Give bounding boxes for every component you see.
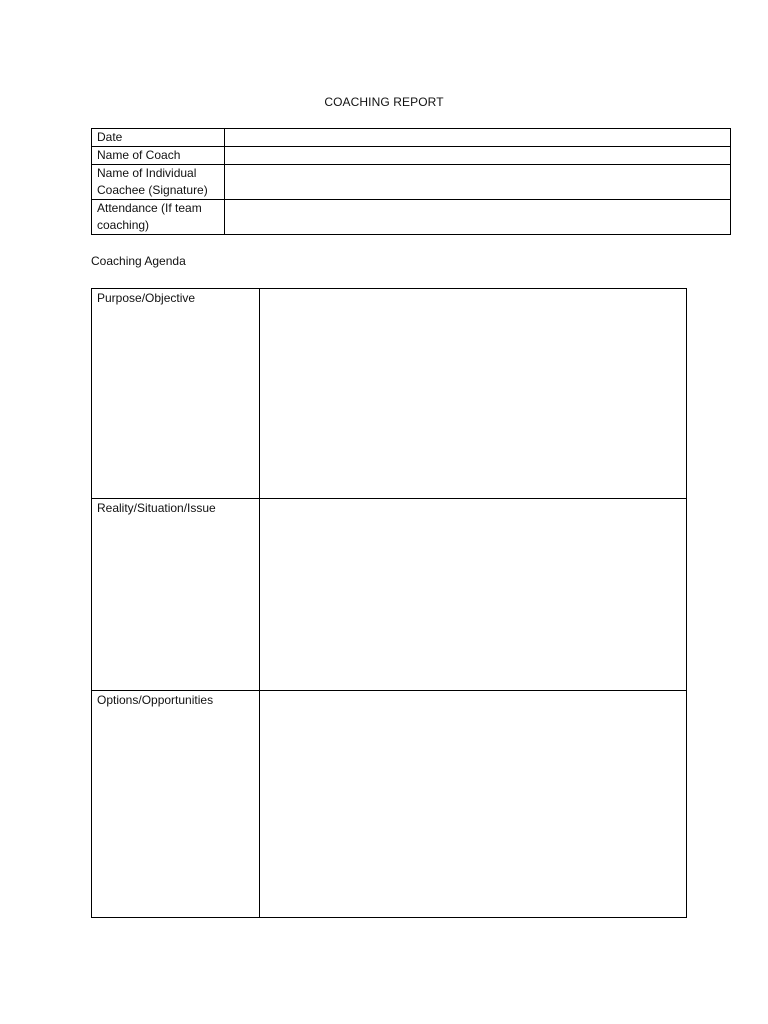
purpose-objective-label: Purpose/Objective	[92, 289, 260, 499]
table-row-purpose	[92, 289, 687, 499]
date-label: Date	[92, 129, 225, 147]
date-field[interactable]	[225, 129, 731, 147]
table-row-reality	[92, 499, 687, 691]
purpose-objective-field[interactable]	[260, 289, 687, 499]
attendance-field[interactable]	[225, 200, 731, 235]
table-row-attendance	[92, 200, 731, 235]
coaching-agenda-heading: Coaching Agenda	[91, 254, 186, 268]
coachee-name-label: Name of Individual Coachee (Signature)	[92, 165, 225, 200]
reality-situation-issue-field[interactable]	[260, 499, 687, 691]
table-row-options	[92, 691, 687, 918]
table-row-coachee-name	[92, 165, 731, 200]
coachee-name-field[interactable]	[225, 165, 731, 200]
reality-situation-issue-label: Reality/Situation/Issue	[92, 499, 260, 691]
attendance-label: Attendance (If team coaching)	[92, 200, 225, 235]
coach-info-table	[91, 128, 731, 235]
table-row-coach-name	[92, 147, 731, 165]
coach-name-label: Name of Coach	[92, 147, 225, 165]
options-opportunities-label: Options/Opportunities	[92, 691, 260, 918]
options-opportunities-field[interactable]	[260, 691, 687, 918]
page-title: COACHING REPORT	[324, 95, 444, 109]
coaching-agenda-table	[91, 288, 687, 918]
table-row-date	[92, 129, 731, 147]
coach-name-field[interactable]	[225, 147, 731, 165]
